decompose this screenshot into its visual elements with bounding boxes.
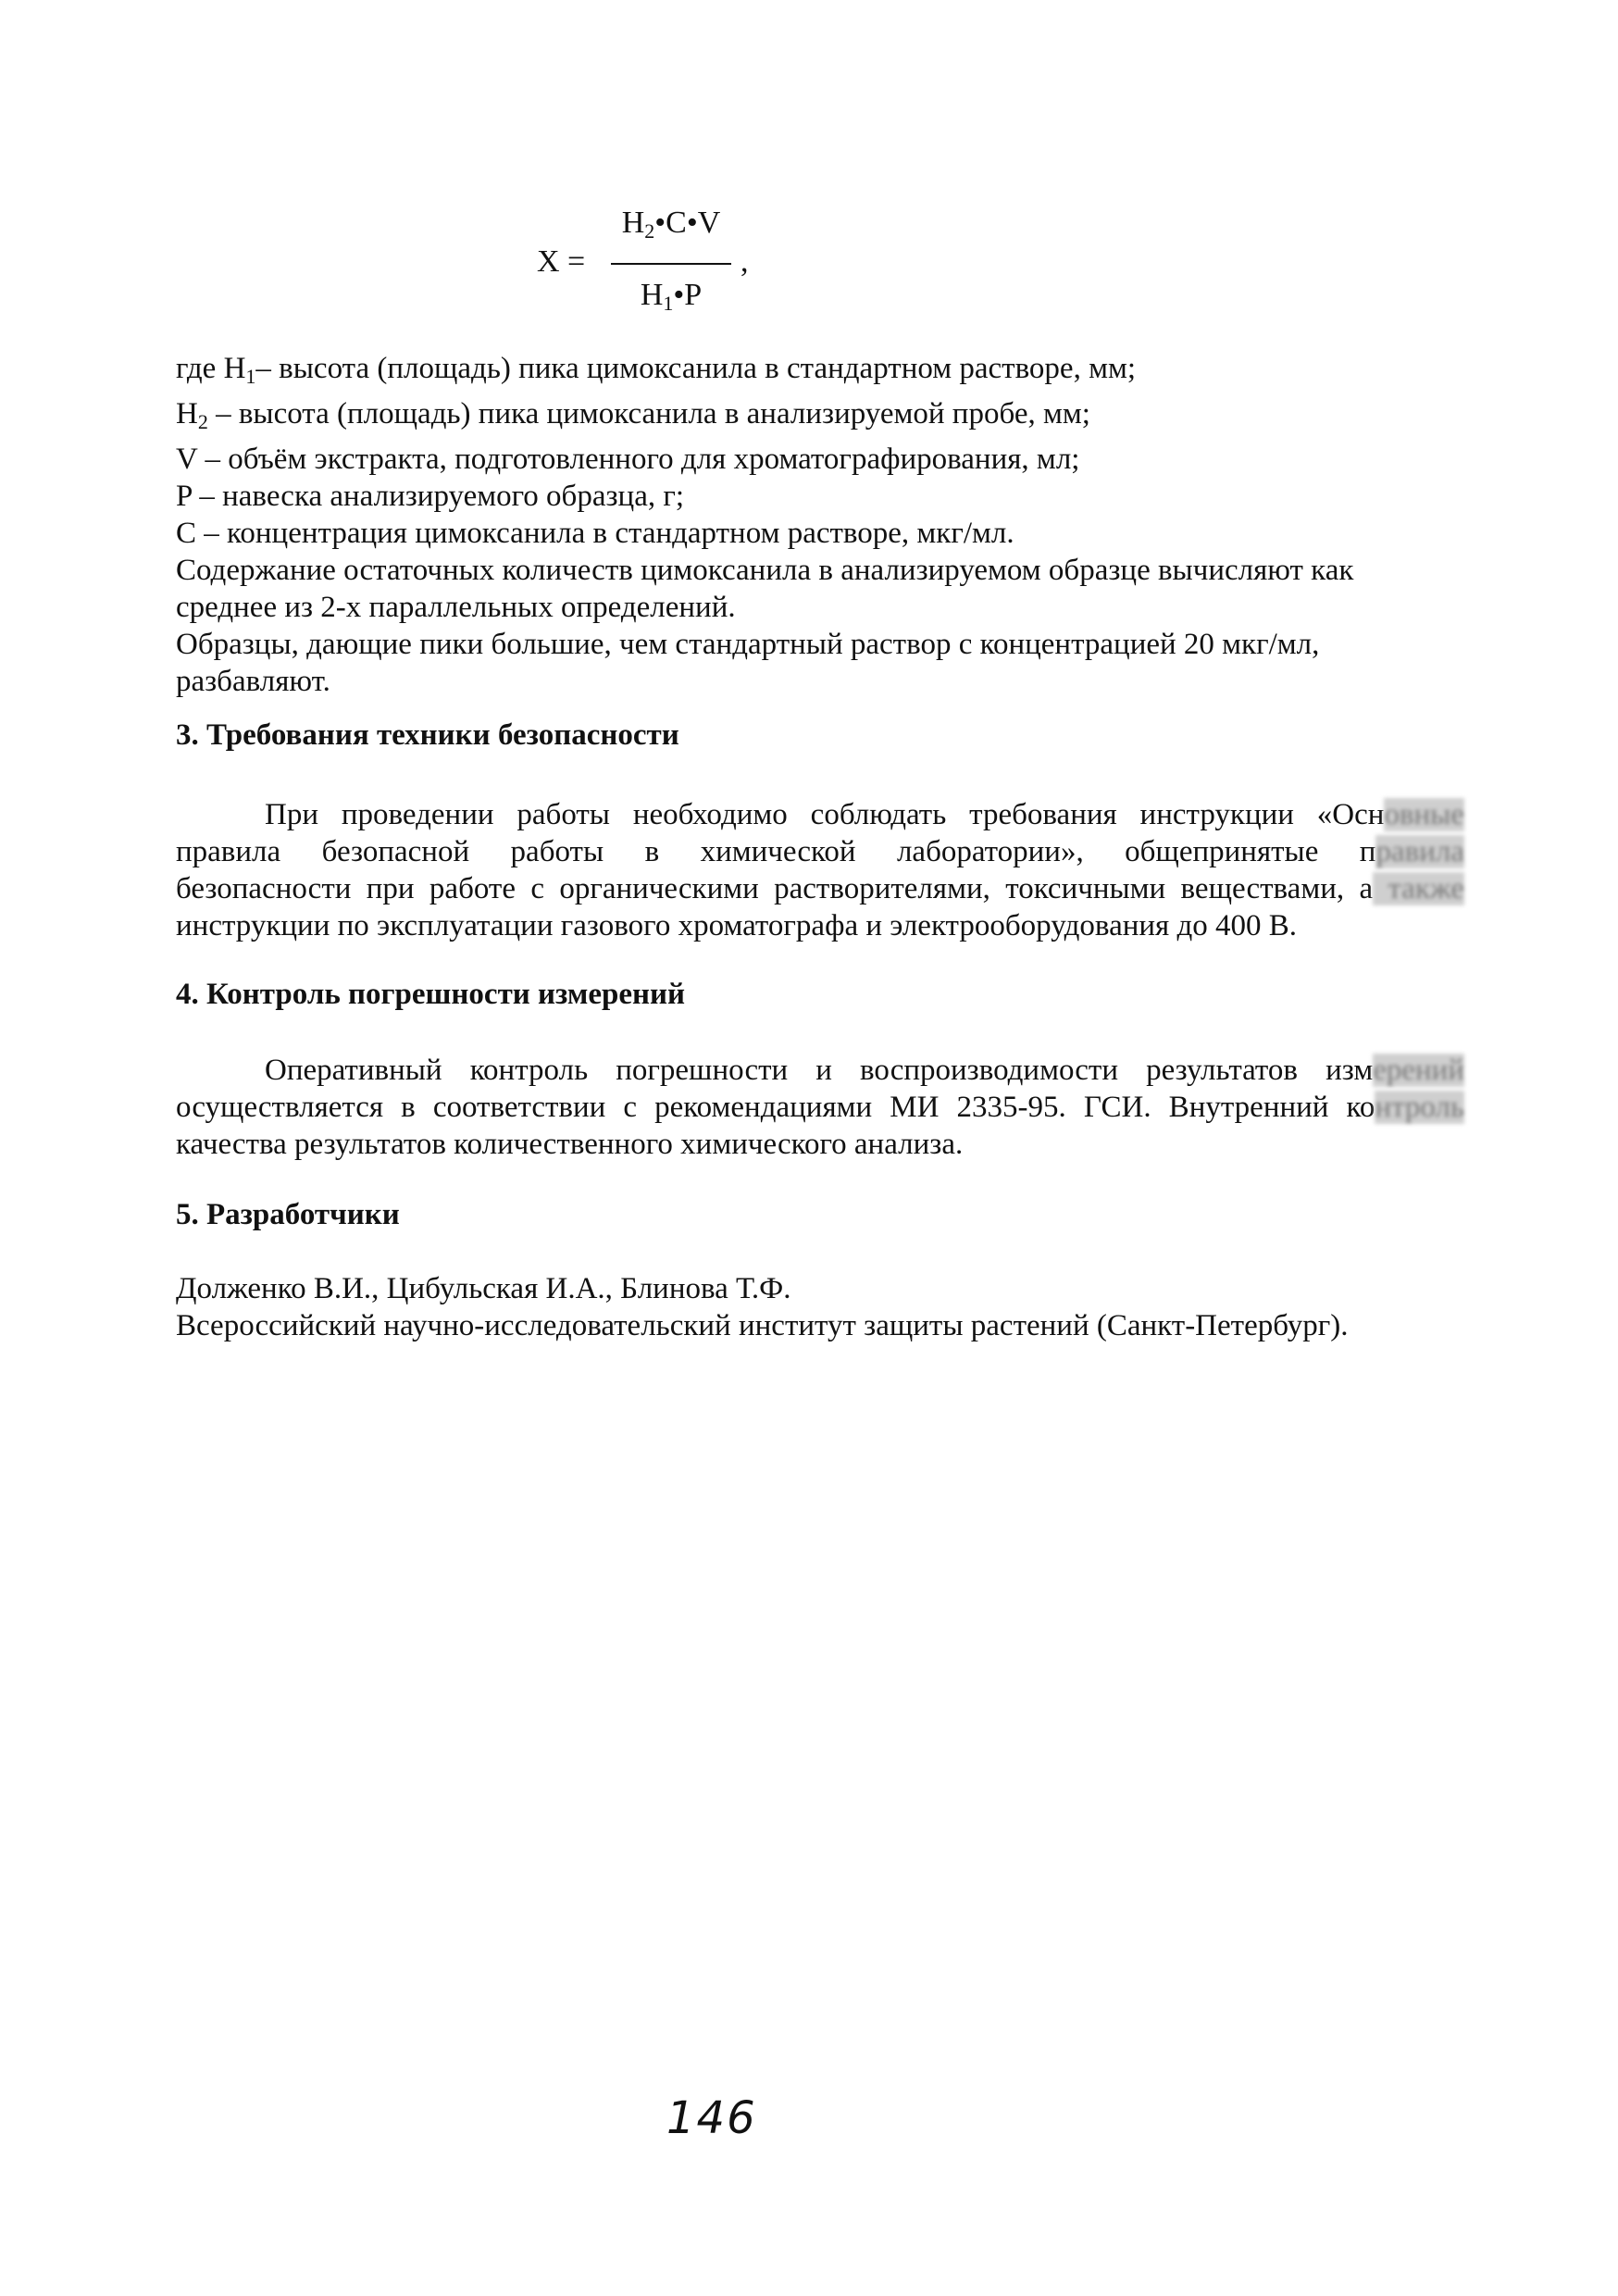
fraction-bar — [611, 263, 731, 265]
paragraph-dilution-cont: разбавляют. — [176, 665, 330, 698]
definition-c: C – концентрация цимоксанила в стандартном растворе, мкг/мл. — [176, 517, 1014, 550]
section-4-line: осуществляется в соответствии с рекомендациями МИ 2335-95. ГСИ. Внутренний контроль — [176, 1091, 1464, 1124]
section-4-line: Оперативный контроль погрешности и воспроизводимости результатов измерений — [265, 1054, 1464, 1087]
section-3-line: безопасности при работе с органическими растворителями, токсичными веществами, а также — [176, 872, 1464, 905]
section-5-text — [176, 1270, 1472, 1344]
formula — [537, 206, 778, 326]
definition-h1: где $H_1-$ высота (площадь) пика цимоксанила в стандартном растворе, мм; — [176, 352, 1137, 388]
formula-numerator: $H_2•C•V$ — [621, 206, 721, 243]
formula-comma: , — [741, 244, 749, 279]
section-3-line: правила безопасной работы в химической лаборатории», общепринятые правила — [176, 835, 1464, 868]
page-number: 146 — [666, 2092, 757, 2144]
developers-names: Долженко В.И., Цибульская И.А., Блинова Т.Ф. — [176, 1272, 791, 1305]
section-3-line: инструкции по эксплуатации газового хроматографа и электрооборудования до 400 В. — [176, 909, 1298, 942]
formula-denominator: $H_1•P$ — [640, 278, 703, 315]
developers-institute: Всероссийский научно-исследовательский институт защиты растений (Санкт-Петербург). — [176, 1309, 1349, 1342]
section-4-heading: 4. Контроль погрешности измерений — [176, 978, 686, 1011]
variable-definitions — [176, 350, 1472, 700]
formula-fraction — [611, 206, 731, 316]
section-5-heading: 5. Разработчики — [176, 1198, 400, 1231]
formula-lhs: X = — [537, 244, 586, 279]
definition-v: V – объём экстракта, подготовленного для хроматографирования, мл; — [176, 443, 1080, 476]
section-4-line: качества результатов количественного химического анализа. — [176, 1128, 964, 1161]
paragraph-calculation: Содержание остаточных количеств цимоксанила в анализируемом образце вычисляют как — [176, 554, 1354, 587]
definition-h2: $H_2$ – высота (площадь) пика цимоксанила в анализируемой пробе, мм; — [176, 397, 1090, 433]
paragraph-calculation-cont: среднее из 2-х параллельных определений. — [176, 591, 736, 624]
definition-p: P – навеска анализируемого образца, г; — [176, 480, 685, 513]
section-3-heading: 3. Требования техники безопасности — [176, 718, 679, 752]
section-3-line: При проведении работы необходимо соблюдать требования инструкции «Основные — [265, 798, 1464, 831]
paragraph-dilution: Образцы, дающие пики большие, чем стандартный раствор с концентрацией 20 мкг/мл, — [176, 628, 1320, 661]
section-3-text — [176, 796, 1464, 944]
section-4-text — [176, 1052, 1464, 1163]
